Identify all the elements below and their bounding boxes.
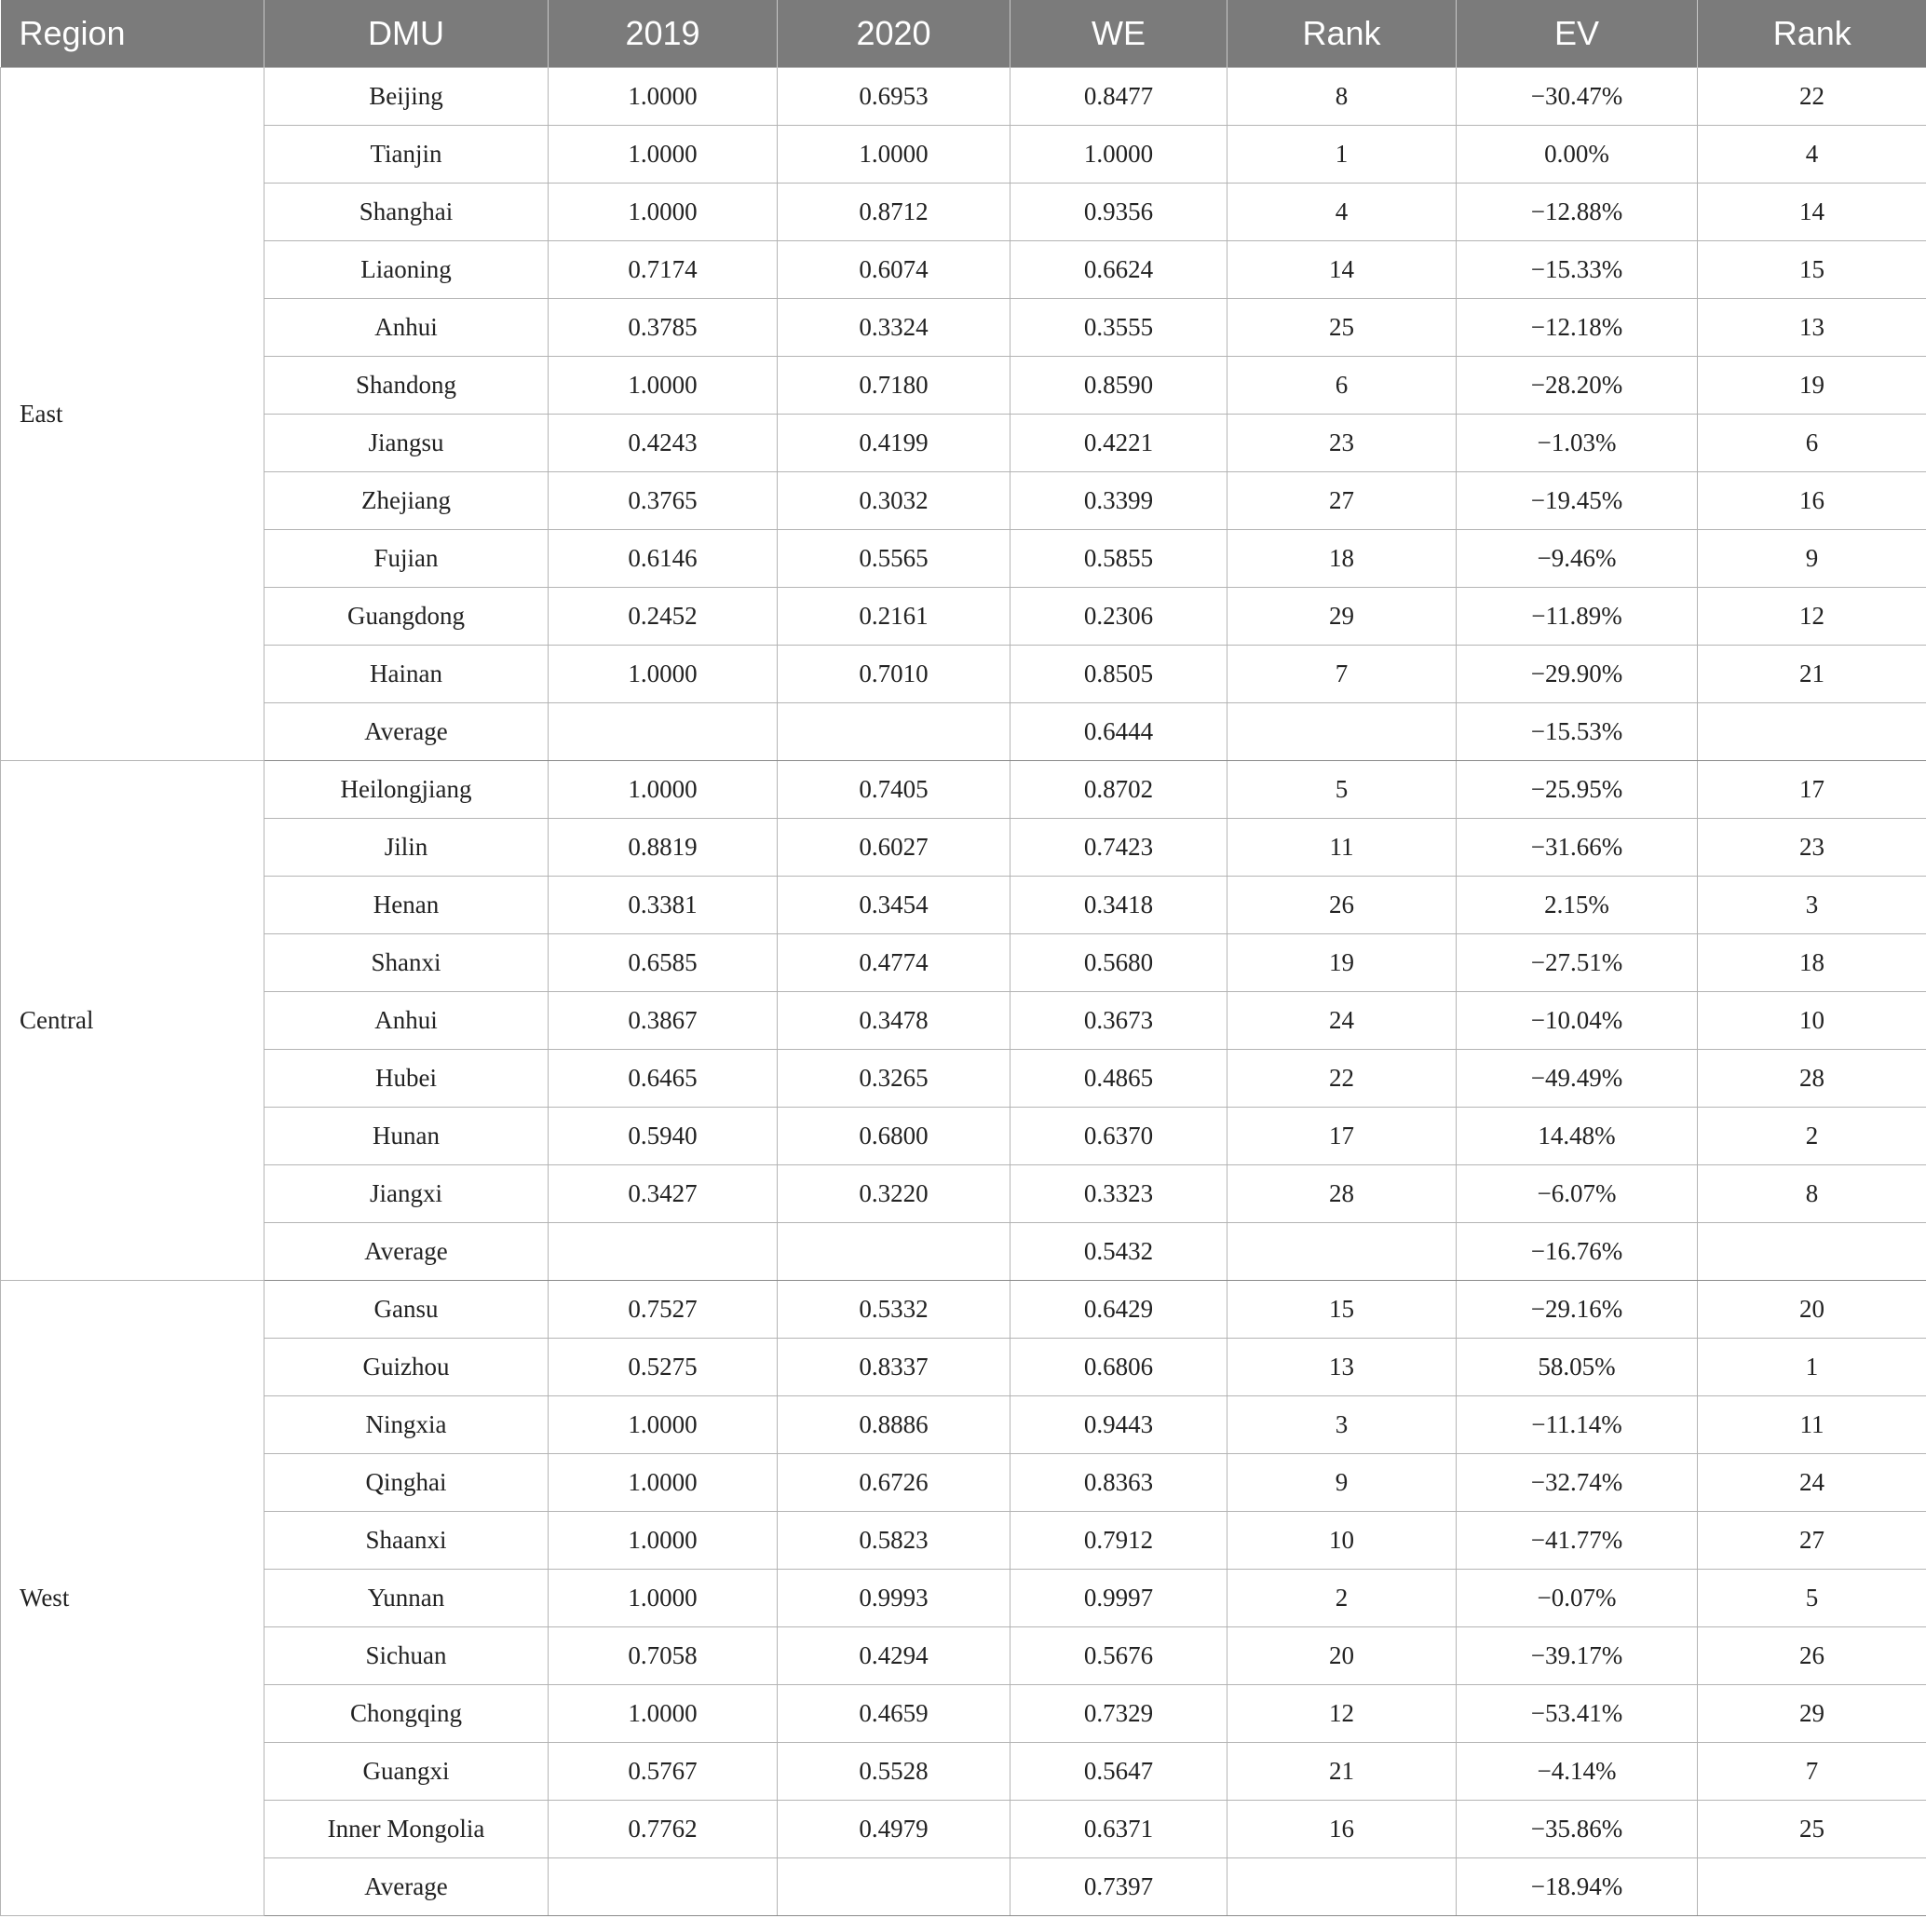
we-cell: 0.8590 <box>1010 357 1227 415</box>
dmu-cell: Average <box>264 1223 549 1281</box>
dmu-cell: Anhui <box>264 992 549 1050</box>
value-2020-cell <box>778 1858 1010 1916</box>
we-rank-cell: 18 <box>1227 530 1457 588</box>
value-2020-cell <box>778 703 1010 761</box>
ev-rank-cell: 26 <box>1698 1627 1926 1685</box>
ev-cell: −27.51% <box>1457 934 1698 992</box>
we-rank-cell: 28 <box>1227 1165 1457 1223</box>
table-row <box>1 472 1926 530</box>
ev-cell: −16.76% <box>1457 1223 1698 1281</box>
dmu-cell: Guangdong <box>264 588 549 646</box>
value-2020-cell: 0.6800 <box>778 1108 1010 1165</box>
value-2019-cell: 1.0000 <box>549 1396 778 1454</box>
ev-rank-cell: 11 <box>1698 1396 1926 1454</box>
value-2019-cell: 0.5767 <box>549 1743 778 1801</box>
dmu-cell: Inner Mongolia <box>264 1801 549 1858</box>
dmu-cell: Henan <box>264 877 549 934</box>
we-cell: 0.4221 <box>1010 415 1227 472</box>
ev-rank-cell: 27 <box>1698 1512 1926 1570</box>
dmu-cell: Yunnan <box>264 1570 549 1627</box>
table-row <box>1 1570 1926 1627</box>
ev-rank-cell: 19 <box>1698 357 1926 415</box>
value-2020-cell: 0.5332 <box>778 1281 1010 1339</box>
value-2019-cell: 1.0000 <box>549 357 778 415</box>
ev-cell: −19.45% <box>1457 472 1698 530</box>
header-region: Region <box>1 0 264 68</box>
header-dmu: DMU <box>264 0 549 68</box>
we-cell: 0.8505 <box>1010 646 1227 703</box>
value-2020-cell: 0.3454 <box>778 877 1010 934</box>
table-row <box>1 126 1926 184</box>
value-2020-cell: 0.4199 <box>778 415 1010 472</box>
table-row <box>1 1685 1926 1743</box>
header-ev: EV <box>1457 0 1698 68</box>
ev-rank-cell: 4 <box>1698 126 1926 184</box>
value-2019-cell: 1.0000 <box>549 1454 778 1512</box>
value-2020-cell: 0.8886 <box>778 1396 1010 1454</box>
value-2020-cell: 0.7010 <box>778 646 1010 703</box>
we-rank-cell: 13 <box>1227 1339 1457 1396</box>
dmu-cell: Jilin <box>264 819 549 877</box>
value-2020-cell: 0.4774 <box>778 934 1010 992</box>
dmu-cell: Chongqing <box>264 1685 549 1743</box>
we-rank-cell: 17 <box>1227 1108 1457 1165</box>
ev-cell: −11.89% <box>1457 588 1698 646</box>
we-cell: 0.5676 <box>1010 1627 1227 1685</box>
dmu-cell: Liaoning <box>264 241 549 299</box>
ev-cell: 14.48% <box>1457 1108 1698 1165</box>
we-cell: 0.7912 <box>1010 1512 1227 1570</box>
ev-cell: −31.66% <box>1457 819 1698 877</box>
dmu-cell: Hunan <box>264 1108 549 1165</box>
value-2020-cell: 0.8337 <box>778 1339 1010 1396</box>
ev-cell: 58.05% <box>1457 1339 1698 1396</box>
we-cell: 0.6624 <box>1010 241 1227 299</box>
we-cell: 0.5855 <box>1010 530 1227 588</box>
value-2020-cell: 1.0000 <box>778 126 1010 184</box>
table-body <box>1 68 1926 1916</box>
ev-cell: −6.07% <box>1457 1165 1698 1223</box>
we-cell: 0.5647 <box>1010 1743 1227 1801</box>
ev-rank-cell: 25 <box>1698 1801 1926 1858</box>
ev-cell: −35.86% <box>1457 1801 1698 1858</box>
we-rank-cell: 29 <box>1227 588 1457 646</box>
table-row <box>1 415 1926 472</box>
dmu-cell: Beijing <box>264 68 549 126</box>
we-rank-cell: 2 <box>1227 1570 1457 1627</box>
we-cell: 1.0000 <box>1010 126 1227 184</box>
value-2020-cell: 0.3220 <box>778 1165 1010 1223</box>
dmu-cell: Fujian <box>264 530 549 588</box>
dmu-cell: Average <box>264 703 549 761</box>
ev-cell: −10.04% <box>1457 992 1698 1050</box>
we-rank-cell: 11 <box>1227 819 1457 877</box>
we-rank-cell: 9 <box>1227 1454 1457 1512</box>
we-cell: 0.3555 <box>1010 299 1227 357</box>
value-2019-cell: 1.0000 <box>549 761 778 819</box>
ev-cell: −18.94% <box>1457 1858 1698 1916</box>
ev-rank-cell: 8 <box>1698 1165 1926 1223</box>
value-2020-cell: 0.4294 <box>778 1627 1010 1685</box>
we-rank-cell: 26 <box>1227 877 1457 934</box>
dmu-cell: Hubei <box>264 1050 549 1108</box>
table-row <box>1 184 1926 241</box>
table-row <box>1 1165 1926 1223</box>
value-2019-cell: 0.7527 <box>549 1281 778 1339</box>
value-2019-cell <box>549 1858 778 1916</box>
ev-rank-cell: 12 <box>1698 588 1926 646</box>
value-2020-cell: 0.6027 <box>778 819 1010 877</box>
ev-cell: −53.41% <box>1457 1685 1698 1743</box>
table-row <box>1 703 1926 761</box>
ev-rank-cell: 7 <box>1698 1743 1926 1801</box>
value-2019-cell: 0.6585 <box>549 934 778 992</box>
dmu-cell: Shanxi <box>264 934 549 992</box>
we-cell: 0.3418 <box>1010 877 1227 934</box>
value-2020-cell: 0.3265 <box>778 1050 1010 1108</box>
table-row <box>1 1512 1926 1570</box>
ev-rank-cell: 5 <box>1698 1570 1926 1627</box>
ev-cell: −9.46% <box>1457 530 1698 588</box>
ev-rank-cell: 22 <box>1698 68 1926 126</box>
we-cell: 0.6429 <box>1010 1281 1227 1339</box>
value-2020-cell: 0.9993 <box>778 1570 1010 1627</box>
ev-cell: −12.18% <box>1457 299 1698 357</box>
ev-rank-cell: 1 <box>1698 1339 1926 1396</box>
value-2020-cell: 0.3478 <box>778 992 1010 1050</box>
we-rank-cell <box>1227 1223 1457 1281</box>
header-row <box>1 0 1926 68</box>
value-2020-cell: 0.3324 <box>778 299 1010 357</box>
ev-rank-cell: 28 <box>1698 1050 1926 1108</box>
value-2019-cell: 0.3427 <box>549 1165 778 1223</box>
we-rank-cell: 25 <box>1227 299 1457 357</box>
table-row <box>1 299 1926 357</box>
value-2019-cell: 0.5275 <box>549 1339 778 1396</box>
ev-cell: −29.16% <box>1457 1281 1698 1339</box>
we-rank-cell: 8 <box>1227 68 1457 126</box>
value-2019-cell <box>549 703 778 761</box>
table-row <box>1 357 1926 415</box>
table-row <box>1 1108 1926 1165</box>
header-ev-rank: Rank <box>1698 0 1926 68</box>
ev-cell: −1.03% <box>1457 415 1698 472</box>
dmu-cell: Sichuan <box>264 1627 549 1685</box>
table-row <box>1 877 1926 934</box>
ev-rank-cell: 13 <box>1698 299 1926 357</box>
we-cell: 0.6370 <box>1010 1108 1227 1165</box>
value-2020-cell <box>778 1223 1010 1281</box>
we-cell: 0.4865 <box>1010 1050 1227 1108</box>
ev-cell: −30.47% <box>1457 68 1698 126</box>
value-2019-cell: 0.7058 <box>549 1627 778 1685</box>
dmu-cell: Shanghai <box>264 184 549 241</box>
we-rank-cell: 27 <box>1227 472 1457 530</box>
ev-rank-cell: 3 <box>1698 877 1926 934</box>
dmu-cell: Hainan <box>264 646 549 703</box>
dmu-cell: Qinghai <box>264 1454 549 1512</box>
ev-rank-cell: 23 <box>1698 819 1926 877</box>
value-2019-cell: 0.3381 <box>549 877 778 934</box>
ev-rank-cell: 18 <box>1698 934 1926 992</box>
we-rank-cell <box>1227 703 1457 761</box>
region-cell: East <box>1 68 264 761</box>
we-cell: 0.3323 <box>1010 1165 1227 1223</box>
value-2019-cell: 1.0000 <box>549 68 778 126</box>
ev-rank-cell: 6 <box>1698 415 1926 472</box>
value-2020-cell: 0.8712 <box>778 184 1010 241</box>
region-cell: West <box>1 1281 264 1916</box>
ev-cell: −15.33% <box>1457 241 1698 299</box>
ev-rank-cell <box>1698 1858 1926 1916</box>
ev-cell: −41.77% <box>1457 1512 1698 1570</box>
we-cell: 0.7397 <box>1010 1858 1227 1916</box>
dmu-cell: Heilongjiang <box>264 761 549 819</box>
table-row <box>1 819 1926 877</box>
table-row <box>1 1454 1926 1512</box>
we-cell: 0.6371 <box>1010 1801 1227 1858</box>
value-2019-cell: 0.3867 <box>549 992 778 1050</box>
value-2020-cell: 0.4979 <box>778 1801 1010 1858</box>
ev-rank-cell: 21 <box>1698 646 1926 703</box>
value-2019-cell: 0.7174 <box>549 241 778 299</box>
we-rank-cell: 16 <box>1227 1801 1457 1858</box>
we-cell: 0.8477 <box>1010 68 1227 126</box>
value-2019-cell: 0.3785 <box>549 299 778 357</box>
table-row <box>1 992 1926 1050</box>
value-2020-cell: 0.7405 <box>778 761 1010 819</box>
we-rank-cell: 24 <box>1227 992 1457 1050</box>
we-cell: 0.6444 <box>1010 703 1227 761</box>
we-rank-cell: 14 <box>1227 241 1457 299</box>
header-we: WE <box>1010 0 1227 68</box>
value-2019-cell: 1.0000 <box>549 1512 778 1570</box>
ev-rank-cell: 9 <box>1698 530 1926 588</box>
table-row <box>1 1396 1926 1454</box>
table-row <box>1 68 1926 126</box>
value-2019-cell: 0.4243 <box>549 415 778 472</box>
we-cell: 0.3673 <box>1010 992 1227 1050</box>
we-rank-cell: 3 <box>1227 1396 1457 1454</box>
we-cell: 0.8363 <box>1010 1454 1227 1512</box>
ev-rank-cell: 16 <box>1698 472 1926 530</box>
value-2020-cell: 0.3032 <box>778 472 1010 530</box>
header-2019: 2019 <box>549 0 778 68</box>
ev-cell: −32.74% <box>1457 1454 1698 1512</box>
we-cell: 0.3399 <box>1010 472 1227 530</box>
value-2020-cell: 0.5565 <box>778 530 1010 588</box>
value-2019-cell: 0.2452 <box>549 588 778 646</box>
table-row <box>1 761 1926 819</box>
we-cell: 0.6806 <box>1010 1339 1227 1396</box>
dmu-cell: Gansu <box>264 1281 549 1339</box>
we-rank-cell <box>1227 1858 1457 1916</box>
ev-cell: −39.17% <box>1457 1627 1698 1685</box>
value-2019-cell: 1.0000 <box>549 646 778 703</box>
we-rank-cell: 10 <box>1227 1512 1457 1570</box>
ev-cell: −4.14% <box>1457 1743 1698 1801</box>
dmu-cell: Jiangxi <box>264 1165 549 1223</box>
ev-rank-cell: 29 <box>1698 1685 1926 1743</box>
table-row <box>1 1281 1926 1339</box>
value-2020-cell: 0.6953 <box>778 68 1010 126</box>
value-2020-cell: 0.6726 <box>778 1454 1010 1512</box>
value-2019-cell: 0.7762 <box>549 1801 778 1858</box>
header-we-rank: Rank <box>1227 0 1457 68</box>
ev-rank-cell: 2 <box>1698 1108 1926 1165</box>
value-2019-cell: 0.8819 <box>549 819 778 877</box>
we-rank-cell: 21 <box>1227 1743 1457 1801</box>
we-rank-cell: 15 <box>1227 1281 1457 1339</box>
we-rank-cell: 12 <box>1227 1685 1457 1743</box>
ev-cell: −49.49% <box>1457 1050 1698 1108</box>
value-2019-cell: 1.0000 <box>549 184 778 241</box>
we-rank-cell: 4 <box>1227 184 1457 241</box>
dmu-cell: Ningxia <box>264 1396 549 1454</box>
dmu-cell: Anhui <box>264 299 549 357</box>
value-2020-cell: 0.4659 <box>778 1685 1010 1743</box>
table-row <box>1 1223 1926 1281</box>
value-2020-cell: 0.6074 <box>778 241 1010 299</box>
table-row <box>1 1339 1926 1396</box>
dmu-cell: Tianjin <box>264 126 549 184</box>
dmu-cell: Shaanxi <box>264 1512 549 1570</box>
we-cell: 0.9356 <box>1010 184 1227 241</box>
we-rank-cell: 23 <box>1227 415 1457 472</box>
we-rank-cell: 7 <box>1227 646 1457 703</box>
table-row <box>1 1050 1926 1108</box>
value-2019-cell: 0.3765 <box>549 472 778 530</box>
we-rank-cell: 5 <box>1227 761 1457 819</box>
table-row <box>1 646 1926 703</box>
ev-cell: −0.07% <box>1457 1570 1698 1627</box>
table-row <box>1 1858 1926 1916</box>
dmu-cell: Guizhou <box>264 1339 549 1396</box>
value-2019-cell <box>549 1223 778 1281</box>
we-rank-cell: 6 <box>1227 357 1457 415</box>
we-cell: 0.5432 <box>1010 1223 1227 1281</box>
table-row <box>1 1801 1926 1858</box>
ev-cell: 0.00% <box>1457 126 1698 184</box>
ev-cell: −25.95% <box>1457 761 1698 819</box>
value-2019-cell: 1.0000 <box>549 126 778 184</box>
we-rank-cell: 19 <box>1227 934 1457 992</box>
dmu-cell: Average <box>264 1858 549 1916</box>
ev-rank-cell: 14 <box>1698 184 1926 241</box>
value-2019-cell: 1.0000 <box>549 1570 778 1627</box>
ev-cell: −15.53% <box>1457 703 1698 761</box>
we-cell: 0.5680 <box>1010 934 1227 992</box>
we-cell: 0.7423 <box>1010 819 1227 877</box>
ev-cell: −11.14% <box>1457 1396 1698 1454</box>
ev-cell: 2.15% <box>1457 877 1698 934</box>
table-row <box>1 1627 1926 1685</box>
ev-rank-cell: 24 <box>1698 1454 1926 1512</box>
we-rank-cell: 20 <box>1227 1627 1457 1685</box>
value-2020-cell: 0.2161 <box>778 588 1010 646</box>
ev-cell: −28.20% <box>1457 357 1698 415</box>
table-row <box>1 530 1926 588</box>
ev-rank-cell: 17 <box>1698 761 1926 819</box>
ev-rank-cell <box>1698 703 1926 761</box>
we-cell: 0.8702 <box>1010 761 1227 819</box>
dmu-cell: Shandong <box>264 357 549 415</box>
we-cell: 0.9997 <box>1010 1570 1227 1627</box>
ev-rank-cell: 15 <box>1698 241 1926 299</box>
value-2019-cell: 0.6146 <box>549 530 778 588</box>
header-2020: 2020 <box>778 0 1010 68</box>
value-2019-cell: 0.6465 <box>549 1050 778 1108</box>
value-2020-cell: 0.5823 <box>778 1512 1010 1570</box>
ev-rank-cell: 20 <box>1698 1281 1926 1339</box>
we-rank-cell: 1 <box>1227 126 1457 184</box>
we-cell: 0.2306 <box>1010 588 1227 646</box>
ev-cell: −29.90% <box>1457 646 1698 703</box>
ev-rank-cell: 10 <box>1698 992 1926 1050</box>
ev-rank-cell <box>1698 1223 1926 1281</box>
dmu-cell: Guangxi <box>264 1743 549 1801</box>
we-rank-cell: 22 <box>1227 1050 1457 1108</box>
we-cell: 0.7329 <box>1010 1685 1227 1743</box>
value-2020-cell: 0.7180 <box>778 357 1010 415</box>
table-row <box>1 588 1926 646</box>
table-row <box>1 241 1926 299</box>
region-cell: Central <box>1 761 264 1281</box>
value-2019-cell: 1.0000 <box>549 1685 778 1743</box>
value-2020-cell: 0.5528 <box>778 1743 1010 1801</box>
we-cell: 0.9443 <box>1010 1396 1227 1454</box>
value-2019-cell: 0.5940 <box>549 1108 778 1165</box>
dmu-cell: Zhejiang <box>264 472 549 530</box>
dmu-cell: Jiangsu <box>264 415 549 472</box>
ev-cell: −12.88% <box>1457 184 1698 241</box>
table-row <box>1 1743 1926 1801</box>
table-row <box>1 934 1926 992</box>
